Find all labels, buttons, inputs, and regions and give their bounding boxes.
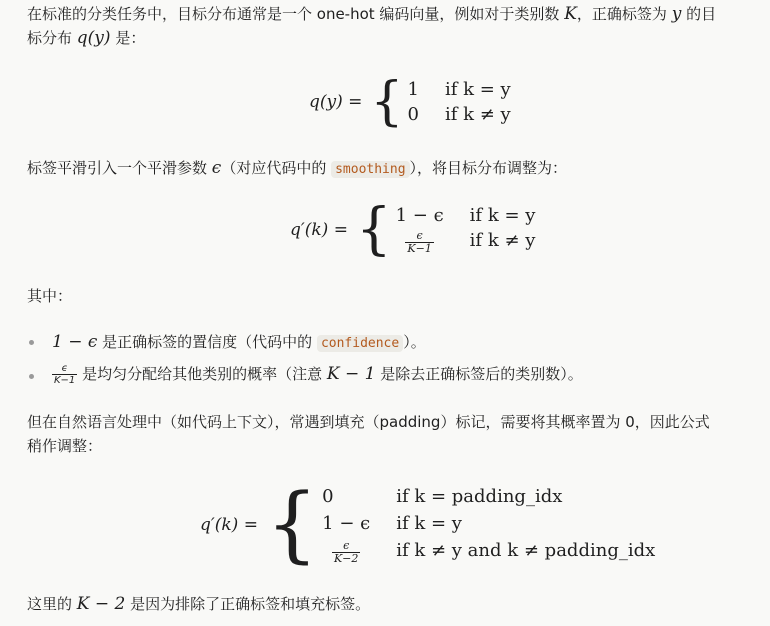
nlp-paragraph xyxy=(27,410,762,458)
equation-lhs: q(y) = xyxy=(309,92,363,112)
intro-text: 的目 xyxy=(681,5,717,23)
case-condition: if k ≠ y xyxy=(469,230,536,251)
para-text: 这里的 xyxy=(27,595,77,613)
bullet-dot xyxy=(29,340,34,345)
case-condition: if k = y xyxy=(444,79,511,100)
case-condition: if k ≠ y xyxy=(444,104,511,125)
case-condition: if k ≠ y and k ≠ padding_idx xyxy=(396,539,656,561)
bullet-dot xyxy=(29,374,34,379)
para-text: ），将目标分布调整为： xyxy=(409,159,568,177)
fraction xyxy=(396,230,444,255)
case-condition: if k = y xyxy=(469,205,536,226)
smoothing-paragraph xyxy=(27,156,762,182)
math-y: y xyxy=(671,4,682,24)
fraction-denominator: K−2 xyxy=(333,551,359,565)
case-condition: if k = y xyxy=(396,512,462,534)
para-text: 但在自然语言处理中（如代码上下文），常遇到填充（padding）标记，需要将其概率置为 0，因此公式 xyxy=(27,413,710,431)
case-value: 0 xyxy=(322,485,334,507)
fraction xyxy=(52,363,77,386)
list-text: ）。 xyxy=(403,333,426,351)
math-K: K xyxy=(564,4,577,24)
cases xyxy=(408,79,511,125)
math-epsilon: ϵ xyxy=(211,158,222,178)
case-value: 1 − ϵ xyxy=(322,512,371,534)
fraction-numerator: ϵ xyxy=(343,538,350,552)
equation-lhs: q′(k) = xyxy=(200,515,258,535)
case-value: 0 xyxy=(407,104,419,125)
math-one-minus-eps: 1 − ϵ xyxy=(52,332,98,352)
inline-code-smoothing: smoothing xyxy=(331,161,409,178)
intro-paragraph xyxy=(27,2,762,50)
fraction-numerator: ϵ xyxy=(61,363,68,374)
cases xyxy=(322,486,655,565)
fraction-denominator: K−1 xyxy=(54,375,76,386)
list-text: 是均匀分配给其他类别的概率（注意 xyxy=(77,365,327,383)
math-K-minus-1: K − 1 xyxy=(326,364,376,384)
para-text: （对应代码中的 xyxy=(221,159,332,177)
math-qy: q(y) xyxy=(76,28,111,48)
case-value: 1 − ϵ xyxy=(395,205,444,226)
case-value: 1 xyxy=(407,79,419,100)
fraction-numerator: ϵ xyxy=(416,229,423,242)
equation-one-hot xyxy=(309,72,511,132)
list-text: 是除去正确标签后的类别数）。 xyxy=(375,365,583,383)
inline-code-confidence: confidence xyxy=(317,335,403,352)
para-text: 稍作调整： xyxy=(27,437,103,455)
case-condition: if k = padding_idx xyxy=(396,485,563,507)
final-paragraph xyxy=(27,592,762,616)
left-brace: { xyxy=(265,477,319,572)
fraction-denominator: K−1 xyxy=(407,242,432,255)
list-item xyxy=(52,362,583,386)
para-text: 标签平滑引入一个平滑参数 xyxy=(27,159,212,177)
intro-text: ，正确标签为 xyxy=(576,5,672,23)
fraction xyxy=(322,540,370,565)
intro-text: 是： xyxy=(110,29,146,47)
left-brace: { xyxy=(355,197,392,262)
para-text: 是因为排除了正确标签和填充标签。 xyxy=(125,595,371,613)
list-text: 是正确标签的置信度（代码中的 xyxy=(97,333,317,351)
where-label: 其中： xyxy=(27,287,73,305)
math-K-minus-2: K − 2 xyxy=(76,594,126,614)
cases xyxy=(396,205,536,255)
left-brace: { xyxy=(370,72,404,132)
list-item xyxy=(52,330,426,356)
equation-lhs: q′(k) = xyxy=(290,220,348,240)
equation-smoothed xyxy=(290,197,536,262)
intro-text: 标分布 xyxy=(27,29,77,47)
intro-text: 在标准的分类任务中，目标分布通常是一个 one-hot 编码向量，例如对于类别数 xyxy=(27,5,565,23)
equation-padding xyxy=(200,477,656,572)
